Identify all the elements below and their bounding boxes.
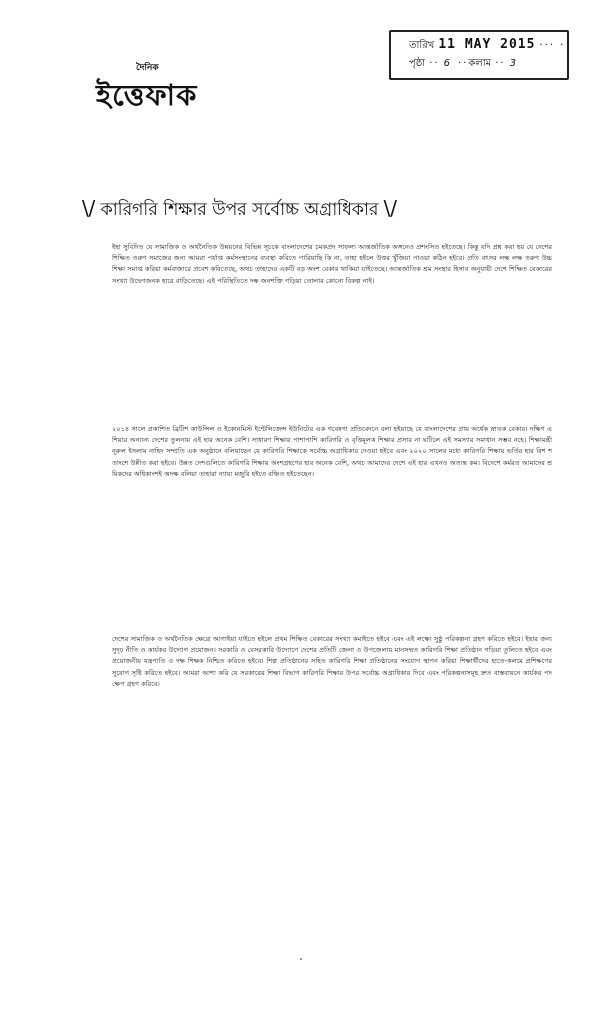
article-paragraph: ইহা সুবিদিত যে সামাজিক ও অর্থনৈতিক উন্নয়নের বিভিন্ন সূচকে বাংলাদেশের চমকপ্রদ সাফল্য আন্তর্জাতিক অঙ্গনেও প্রশংসিত হইতেছে। কিন্তু যদি প্রশ্ন করা হয় যে দেশের শিক্ষিত তরুণ সমাজের জন্য আমরা পর্যাপ্ত কর্মসংস্থানের ব্যবস্থা করিতে পারিয়াছি কি না, তাহা হইলে উত্তর খুঁজিয়া পাওয়া কঠিন হইবে। প্রতি বৎসর লক্ষ লক্ষ তরুণ উচ্চ শিক্ষা সমাপ্ত করিয়া কর্মবাজারে প্রবেশ করিতেছে, অথচ তাহাদের একটি বড় অংশ বেকার থাকিয়া যাইতেছে। আন্তর্জাতিক শ্রম সংস্থার হিসাব অনুযায়ী দেশে শিক্ষিত বেকারের সংখ্যা উদ্বেগজনক হারে বাড়িতেছে। এই পরিস্থিতিতে দক্ষ জনশক্তি গড়িয়া তোলার কোনো বিকল্প নাই। [112, 242, 552, 285]
received-date-stamp [389, 30, 569, 80]
stamp-date-row [409, 36, 566, 55]
masthead-title: ইত্তেফাক [96, 78, 198, 112]
headline-text: কারিগরি শিক্ষার উপর সর্বোচ্চ অগ্রাধিকার [100, 200, 379, 220]
headline-right-ornament: \/ [383, 196, 397, 220]
stamp-page-row [409, 55, 559, 73]
article-paragraph: ২০১৪ সালে প্রকাশিত ব্রিটিশ কাউন্সিল ও ইকোনমিস্ট ইন্টেলিজেন্স ইউনিটের এক গবেষণা প্রতিবেদনে বলা হইয়াছে যে বাংলাদেশের প্রায় অর্ধেক স্নাতক বেকার। দক্ষিণ এশিয়ার অন্যান্য দেশের তুলনায় এই হার অনেক বেশি। সাধারণ শিক্ষার পাশাপাশি কারিগরি ও বৃত্তিমূলক শিক্ষার প্রসার না ঘটিলে এই সমস্যার সমাধান সম্ভব নহে। শিক্ষামন্ত্রী নূরুল ইসলাম নাহিদ সম্প্রতি এক অনুষ্ঠানে বলিয়াছেন যে কারিগরি শিক্ষাকে সর্বোচ্চ অগ্রাধিকার দেওয়া হইবে এবং ২০২০ সালের মধ্যে কারিগরি শিক্ষায় ভর্তির হার বিশ শতাংশে উন্নীত করা হইবে। উন্নত দেশগুলিতে কারিগরি শিক্ষায় অংশগ্রহণের হার অনেক বেশি, অথচ আমাদের দেশে এই হার এখনও অত্যন্ত কম। বিদেশে কর্মরত আমাদের শ্রমিকদের অধিকাংশই অদক্ষ বলিয়া তাহারা ন্যায্য মজুরি হইতে বঞ্চিত হইতেছেন। [112, 424, 552, 479]
article-paragraph: দেশের সামাজিক ও অর্থনৈতিক ক্ষেত্রে আগাইয়া যাইতে হইলে প্রথম শিক্ষিত বেকারের সংখ্যা কমাইতে হইবে এবং এই লক্ষ্যে সুষ্ঠু পরিকল্পনা গ্রহণ করিতে হইবে। ইহার জন্য সুদৃঢ় নীতি ও কার্যকর উদ্যোগ প্রয়োজন। সরকারি ও বেসরকারি উদ্যোগে দেশের প্রতিটি জেলা ও উপজেলায় মানসম্মত কারিগরি শিক্ষা প্রতিষ্ঠান গড়িয়া তুলিতে হইবে এবং প্রয়োজনীয় যন্ত্রপাতি ও দক্ষ শিক্ষক নিশ্চিত করিতে হইবে। শিল্প প্রতিষ্ঠানের সহিত কারিগরি শিক্ষা প্রতিষ্ঠানের সংযোগ স্থাপন করিয়া শিক্ষার্থীদের হাতে-কলমে প্রশিক্ষণের সুযোগ সৃষ্টি করিতে হইবে। আমরা আশা করি যে সরকারের শিক্ষা বিভাগ কারিগরি শিক্ষার উপর সর্বোচ্চ অগ্রাধিকার দিবে এবং পরিকল্পনাসমূহ দ্রুত বাস্তবায়নে কার্যকর পদক্ষেপ গ্রহণ করিবে। [112, 634, 552, 689]
stamp-dots: ·· [457, 58, 469, 69]
stamp-page-label: পৃষ্ঠা [409, 58, 426, 69]
stamp-date-label: তারিখ [409, 40, 435, 51]
stamp-dots: ··· · [539, 40, 566, 51]
scan-speck [300, 958, 302, 960]
headline-left-ornament: \/ [82, 196, 96, 220]
newspaper-masthead [96, 60, 197, 122]
masthead-prefix: দৈনিক [136, 63, 159, 73]
stamp-dots: ·· [495, 58, 506, 69]
stamp-dots: ·· [429, 58, 440, 69]
stamp-column-value: 3 [509, 58, 516, 69]
stamp-column-label: কলাম [468, 58, 492, 69]
stamp-page-value: 6 [443, 58, 450, 69]
article-headline [82, 196, 542, 226]
stamp-date-value: 11 MAY 2015 [438, 37, 536, 52]
